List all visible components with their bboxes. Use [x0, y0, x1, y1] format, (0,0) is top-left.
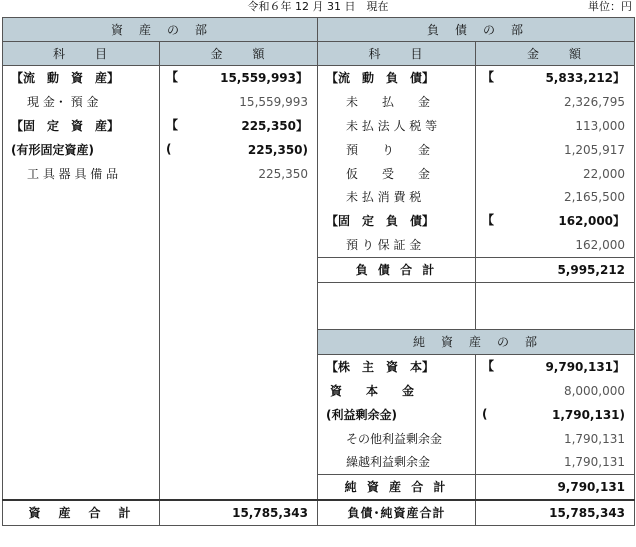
- liability-item-amount: 113,000: [476, 114, 635, 138]
- liabilities-section-title: 負 債 の 部: [318, 18, 635, 42]
- net-assets-total-label: 純 資 産 合 計: [318, 475, 476, 500]
- table-row: [3, 209, 635, 233]
- unit-label: 単位：円: [588, 0, 632, 13]
- table-row: [3, 354, 635, 378]
- liabilities-total-label: 負 債 合 計: [318, 258, 476, 283]
- section-header-row: [3, 18, 635, 42]
- liabilities-amount-header: 金 額: [476, 42, 635, 66]
- grand-total-amount: 15,785,343: [476, 500, 635, 525]
- carried-forward-amount: 1,790,131: [476, 450, 635, 474]
- table-row: [3, 66, 635, 90]
- assets-total-amount: 15,785,343: [160, 500, 318, 525]
- assets-account-header: 科 目: [3, 42, 160, 66]
- shareholders-equity-amount: 【 9,790,131】: [476, 354, 635, 378]
- equipment-label: 工 具 器 具 備 品: [3, 162, 160, 186]
- grand-total-label: 負債･純資産合計: [318, 500, 476, 525]
- table-row: [3, 330, 635, 355]
- retained-earnings-amount: ( 1,790,131): [476, 403, 635, 427]
- table-row: [3, 138, 635, 162]
- table-row: [3, 450, 635, 474]
- liability-item-amount: 2,165,500: [476, 185, 635, 209]
- liability-item-amount: 2,326,795: [476, 90, 635, 114]
- carried-forward-label: 繰越利益剰余金: [318, 450, 476, 474]
- current-assets-amount: 【 15,559,993】: [160, 66, 318, 90]
- current-liabilities-label: 【流 動 負 債】: [318, 66, 476, 90]
- other-retained-amount: 1,790,131: [476, 427, 635, 451]
- liability-item-amount: 1,205,917: [476, 138, 635, 162]
- net-assets-section-title: 純 資 産 の 部: [318, 330, 635, 355]
- current-liabilities-amount: 【 5,833,212】: [476, 66, 635, 90]
- column-header-row: [3, 42, 635, 66]
- table-row: [3, 283, 635, 330]
- liabilities-total-amount: 5,995,212: [476, 258, 635, 283]
- capital-label: 資 本 金: [318, 379, 476, 403]
- table-row: [3, 233, 635, 257]
- deposit-amount: 162,000: [476, 233, 635, 257]
- table-row: [3, 114, 635, 138]
- tangible-assets-label: (有形固定資産): [3, 138, 160, 162]
- shareholders-equity-label: 【株 主 資 本】: [318, 354, 476, 378]
- fixed-assets-amount: 【 225,350】: [160, 114, 318, 138]
- assets-amount-header: 金 額: [160, 42, 318, 66]
- liability-item-label: 未 払 法 人 税 等: [318, 114, 476, 138]
- other-retained-label: その他利益剰余金: [318, 427, 476, 451]
- table-row: [3, 500, 635, 525]
- table-row: [3, 162, 635, 186]
- cash-label: 現 金・ 預 金: [3, 90, 160, 114]
- table-row: [3, 427, 635, 451]
- assets-total-label: 資 産 合 計: [3, 500, 160, 525]
- capital-amount: 8,000,000: [476, 379, 635, 403]
- liability-item-label: 仮 受 金: [318, 162, 476, 186]
- table-row: [3, 90, 635, 114]
- equipment-amount: 225,350: [160, 162, 318, 186]
- assets-section-title: 資 産 の 部: [3, 18, 318, 42]
- tangible-assets-amount: ( 225,350): [160, 138, 318, 162]
- table-row: [3, 185, 635, 209]
- liability-item-label: 未 払 金: [318, 90, 476, 114]
- balance-sheet-table: [2, 17, 635, 526]
- report-date: 令和６年 12 月 31 日 現在: [247, 0, 389, 13]
- table-row: [3, 475, 635, 500]
- retained-earnings-label: (利益剰余金): [318, 403, 476, 427]
- liability-item-label: 未 払 消 費 税: [318, 185, 476, 209]
- table-row: [3, 403, 635, 427]
- cash-amount: 15,559,993: [160, 90, 318, 114]
- table-row: [3, 379, 635, 403]
- deposit-label: 預 り 保 証 金: [318, 233, 476, 257]
- net-assets-total-amount: 9,790,131: [476, 475, 635, 500]
- fixed-assets-label: 【固 定 資 産】: [3, 114, 160, 138]
- liability-item-amount: 22,000: [476, 162, 635, 186]
- current-assets-label: 【流 動 資 産】: [3, 66, 160, 90]
- table-row: [3, 258, 635, 283]
- liability-item-label: 預 り 金: [318, 138, 476, 162]
- fixed-liabilities-amount: 【 162,000】: [476, 209, 635, 233]
- fixed-liabilities-label: 【固 定 負 債】: [318, 209, 476, 233]
- liabilities-account-header: 科 目: [318, 42, 476, 66]
